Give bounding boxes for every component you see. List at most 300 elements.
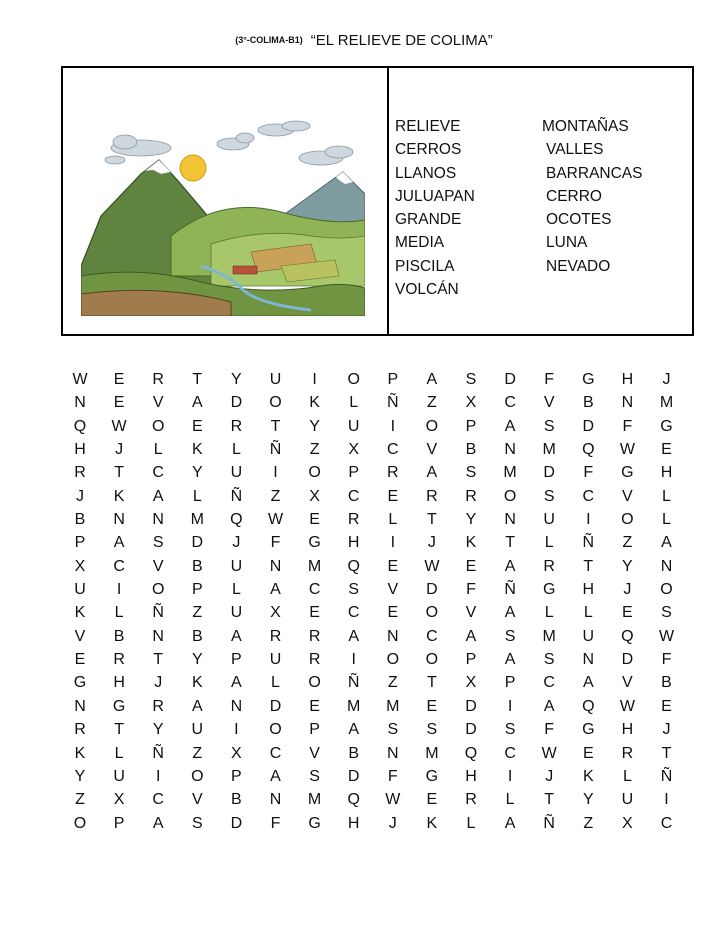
grid-letter[interactable]: D bbox=[543, 464, 555, 482]
grid-letter[interactable]: X bbox=[622, 814, 633, 832]
grid-letter[interactable]: A bbox=[270, 767, 281, 785]
grid-letter[interactable]: H bbox=[621, 721, 634, 739]
grid-letter[interactable]: U bbox=[543, 511, 555, 529]
grid-letter[interactable]: L bbox=[544, 534, 554, 552]
grid-letter[interactable]: P bbox=[465, 417, 477, 435]
grid-letter[interactable]: U bbox=[347, 417, 360, 435]
grid-letter[interactable]: N bbox=[660, 557, 673, 575]
grid-letter[interactable]: M bbox=[542, 627, 556, 645]
grid-letter[interactable]: Q bbox=[347, 791, 360, 809]
grid-letter[interactable]: D bbox=[504, 371, 516, 388]
grid-letter[interactable]: M bbox=[386, 697, 400, 715]
grid-letter[interactable]: M bbox=[190, 511, 204, 529]
grid-letter[interactable]: W bbox=[658, 627, 675, 645]
grid-letter[interactable]: M bbox=[307, 791, 322, 809]
grid-letter[interactable]: D bbox=[191, 534, 204, 552]
grid-letter[interactable]: O bbox=[660, 581, 673, 599]
grid-letter[interactable]: O bbox=[425, 651, 439, 669]
grid-letter[interactable]: Q bbox=[73, 417, 87, 435]
grid-letter[interactable]: A bbox=[504, 417, 516, 435]
grid-letter[interactable]: A bbox=[426, 371, 438, 388]
grid-letter[interactable]: Ñ bbox=[230, 487, 243, 505]
grid-letter[interactable]: I bbox=[507, 697, 513, 715]
grid-letter[interactable]: D bbox=[426, 581, 438, 599]
grid-letter[interactable]: A bbox=[152, 814, 164, 832]
grid-letter[interactable]: H bbox=[74, 441, 86, 459]
grid-letter[interactable]: R bbox=[543, 557, 555, 575]
grid-letter[interactable]: Z bbox=[309, 441, 320, 459]
grid-letter[interactable]: G bbox=[308, 534, 321, 552]
grid-letter[interactable]: N bbox=[113, 511, 125, 529]
grid-letter[interactable]: N bbox=[387, 744, 399, 762]
grid-letter[interactable]: Y bbox=[74, 767, 86, 785]
grid-letter[interactable]: O bbox=[269, 394, 282, 412]
grid-letter[interactable]: K bbox=[582, 767, 594, 785]
grid-letter[interactable]: E bbox=[113, 371, 125, 388]
grid-letter[interactable]: R bbox=[113, 651, 125, 669]
grid-letter[interactable]: P bbox=[387, 371, 399, 388]
grid-letter[interactable]: C bbox=[347, 487, 360, 505]
grid-letter[interactable]: S bbox=[504, 721, 516, 739]
grid-letter[interactable]: F bbox=[661, 651, 672, 669]
grid-letter[interactable]: R bbox=[426, 487, 438, 505]
grid-letter[interactable]: J bbox=[115, 441, 124, 459]
grid-letter[interactable]: T bbox=[505, 534, 515, 552]
grid-letter[interactable]: S bbox=[543, 651, 555, 669]
grid-letter[interactable]: D bbox=[230, 394, 243, 412]
grid-letter[interactable]: N bbox=[269, 557, 282, 575]
grid-letter[interactable]: V bbox=[387, 581, 399, 599]
grid-letter[interactable]: B bbox=[231, 791, 242, 809]
grid-letter[interactable]: B bbox=[582, 394, 594, 412]
grid-letter[interactable]: T bbox=[544, 791, 555, 809]
grid-letter[interactable]: N bbox=[152, 511, 164, 529]
grid-letter[interactable]: H bbox=[347, 814, 360, 832]
grid-letter[interactable]: V bbox=[309, 744, 320, 762]
grid-letter[interactable]: I bbox=[351, 651, 356, 669]
grid-letter[interactable]: L bbox=[349, 394, 359, 412]
grid-letter[interactable]: L bbox=[114, 604, 124, 622]
grid-letter[interactable]: P bbox=[309, 721, 320, 739]
grid-letter[interactable]: A bbox=[348, 627, 360, 645]
grid-letter[interactable]: K bbox=[113, 487, 125, 505]
grid-letter[interactable]: O bbox=[347, 371, 360, 388]
grid-letter[interactable]: J bbox=[76, 487, 84, 505]
grid-letter[interactable]: A bbox=[465, 627, 477, 645]
grid-letter[interactable]: A bbox=[504, 604, 516, 622]
grid-letter[interactable]: A bbox=[543, 697, 555, 715]
grid-letter[interactable]: R bbox=[152, 371, 164, 388]
grid-letter[interactable]: R bbox=[74, 464, 86, 482]
grid-letter[interactable]: K bbox=[191, 674, 203, 692]
grid-letter[interactable]: M bbox=[542, 441, 556, 459]
grid-letter[interactable]: U bbox=[113, 767, 125, 785]
grid-letter[interactable]: A bbox=[504, 814, 516, 832]
grid-letter[interactable]: L bbox=[114, 744, 124, 762]
grid-letter[interactable]: D bbox=[465, 721, 477, 739]
grid-letter[interactable]: R bbox=[387, 464, 399, 482]
grid-letter[interactable]: K bbox=[74, 744, 86, 762]
grid-letter[interactable]: T bbox=[270, 417, 281, 435]
grid-letter[interactable]: M bbox=[347, 697, 361, 715]
grid-letter[interactable]: T bbox=[661, 744, 672, 762]
grid-letter[interactable]: I bbox=[586, 511, 591, 529]
grid-letter[interactable]: U bbox=[191, 721, 204, 739]
grid-letter[interactable]: S bbox=[387, 721, 399, 739]
grid-letter[interactable]: K bbox=[426, 814, 438, 832]
grid-letter[interactable]: A bbox=[191, 697, 203, 715]
grid-letter[interactable]: X bbox=[309, 487, 320, 505]
grid-letter[interactable]: C bbox=[113, 557, 125, 575]
grid-letter[interactable]: P bbox=[113, 814, 125, 832]
grid-letter[interactable]: Z bbox=[622, 534, 633, 552]
grid-letter[interactable]: L bbox=[505, 791, 515, 809]
grid-letter[interactable]: O bbox=[386, 651, 400, 669]
grid-letter[interactable]: G bbox=[582, 371, 595, 388]
grid-letter[interactable]: F bbox=[270, 814, 281, 832]
grid-letter[interactable]: X bbox=[74, 557, 86, 575]
grid-letter[interactable]: L bbox=[153, 441, 163, 459]
grid-letter[interactable]: T bbox=[427, 674, 437, 692]
grid-letter[interactable]: S bbox=[504, 627, 516, 645]
grid-letter[interactable]: T bbox=[114, 721, 124, 739]
grid-letter[interactable]: R bbox=[621, 744, 634, 762]
grid-letter[interactable]: Z bbox=[192, 604, 203, 622]
grid-letter[interactable]: C bbox=[152, 791, 164, 809]
grid-letter[interactable]: U bbox=[582, 627, 595, 645]
grid-letter[interactable]: A bbox=[426, 464, 438, 482]
grid-letter[interactable]: X bbox=[231, 744, 242, 762]
grid-letter[interactable]: G bbox=[73, 674, 87, 692]
grid-letter[interactable]: M bbox=[503, 464, 517, 482]
grid-letter[interactable]: Y bbox=[191, 464, 203, 482]
grid-letter[interactable]: E bbox=[387, 487, 399, 505]
grid-letter[interactable]: I bbox=[507, 767, 513, 785]
grid-letter[interactable]: O bbox=[308, 674, 321, 692]
grid-letter[interactable]: L bbox=[622, 767, 632, 785]
grid-letter[interactable]: M bbox=[425, 744, 439, 762]
grid-letter[interactable]: X bbox=[348, 441, 360, 459]
grid-letter[interactable]: G bbox=[112, 697, 126, 715]
grid-letter[interactable]: L bbox=[466, 814, 476, 832]
grid-letter[interactable]: I bbox=[390, 534, 396, 552]
grid-letter[interactable]: L bbox=[192, 487, 202, 505]
grid-letter[interactable]: W bbox=[541, 744, 557, 762]
grid-letter[interactable]: T bbox=[583, 557, 594, 575]
grid-letter[interactable]: S bbox=[191, 814, 203, 832]
grid-letter[interactable]: H bbox=[113, 674, 125, 692]
grid-letter[interactable]: I bbox=[155, 767, 161, 785]
grid-letter[interactable]: L bbox=[231, 581, 241, 599]
grid-letter[interactable]: S bbox=[152, 534, 164, 552]
grid-letter[interactable]: O bbox=[151, 581, 165, 599]
grid-letter[interactable]: G bbox=[621, 464, 634, 482]
grid-letter[interactable]: A bbox=[231, 674, 242, 692]
grid-letter[interactable]: I bbox=[664, 791, 669, 809]
grid-letter[interactable]: T bbox=[114, 464, 124, 482]
grid-letter[interactable]: O bbox=[73, 814, 87, 832]
grid-letter[interactable]: D bbox=[230, 814, 243, 832]
grid-letter[interactable]: Ñ bbox=[347, 674, 360, 692]
grid-letter[interactable]: Q bbox=[582, 697, 595, 715]
grid-letter[interactable]: D bbox=[347, 767, 360, 785]
grid-letter[interactable]: Z bbox=[583, 814, 594, 832]
grid-letter[interactable]: Z bbox=[427, 394, 437, 412]
grid-letter[interactable]: A bbox=[582, 674, 594, 692]
grid-letter[interactable]: A bbox=[113, 534, 125, 552]
grid-letter[interactable]: E bbox=[661, 441, 672, 459]
grid-letter[interactable]: E bbox=[309, 604, 320, 622]
grid-letter[interactable]: F bbox=[544, 721, 555, 739]
grid-letter[interactable]: D bbox=[582, 417, 595, 435]
grid-letter[interactable]: C bbox=[582, 487, 595, 505]
grid-letter[interactable]: R bbox=[269, 627, 282, 645]
grid-letter[interactable]: G bbox=[582, 721, 595, 739]
grid-letter[interactable]: L bbox=[544, 604, 554, 622]
grid-letter[interactable]: T bbox=[153, 651, 164, 669]
grid-letter[interactable]: Q bbox=[582, 441, 595, 459]
grid-letter[interactable]: E bbox=[622, 604, 633, 622]
grid-letter[interactable]: U bbox=[74, 581, 86, 599]
grid-letter[interactable]: F bbox=[466, 581, 476, 599]
grid-letter[interactable]: Y bbox=[465, 511, 477, 529]
grid-letter[interactable]: J bbox=[545, 767, 554, 785]
grid-letter[interactable]: R bbox=[347, 511, 360, 529]
grid-letter[interactable]: R bbox=[74, 721, 86, 739]
grid-letter[interactable]: K bbox=[74, 604, 86, 622]
grid-letter[interactable]: O bbox=[308, 464, 321, 482]
grid-letter[interactable]: W bbox=[267, 511, 284, 529]
grid-letter[interactable]: S bbox=[309, 767, 320, 785]
grid-letter[interactable]: Y bbox=[191, 651, 203, 669]
grid-letter[interactable]: C bbox=[543, 674, 555, 692]
grid-letter[interactable]: L bbox=[231, 441, 241, 459]
grid-letter[interactable]: H bbox=[621, 371, 634, 388]
grid-letter[interactable]: Y bbox=[622, 557, 633, 575]
grid-letter[interactable]: J bbox=[662, 721, 671, 739]
grid-letter[interactable]: Z bbox=[75, 791, 85, 809]
grid-letter[interactable]: S bbox=[348, 581, 360, 599]
grid-letter[interactable]: C bbox=[426, 627, 438, 645]
grid-letter[interactable]: R bbox=[230, 417, 243, 435]
grid-letter[interactable]: L bbox=[583, 604, 593, 622]
grid-letter[interactable]: V bbox=[152, 394, 164, 412]
grid-letter[interactable]: X bbox=[465, 674, 477, 692]
grid-letter[interactable]: P bbox=[231, 651, 242, 669]
grid-letter[interactable]: A bbox=[270, 581, 281, 599]
grid-letter[interactable]: D bbox=[269, 697, 282, 715]
grid-letter[interactable]: I bbox=[273, 464, 278, 482]
grid-letter[interactable]: C bbox=[660, 814, 673, 832]
grid-letter[interactable]: Ñ bbox=[152, 604, 164, 622]
grid-letter[interactable]: O bbox=[621, 511, 634, 529]
grid-letter[interactable]: U bbox=[269, 371, 282, 388]
grid-letter[interactable]: E bbox=[465, 557, 477, 575]
grid-letter[interactable]: J bbox=[662, 371, 671, 388]
grid-letter[interactable]: N bbox=[504, 511, 516, 529]
grid-letter[interactable]: E bbox=[387, 557, 399, 575]
grid-letter[interactable]: X bbox=[113, 791, 125, 809]
grid-letter[interactable]: V bbox=[152, 557, 164, 575]
grid-letter[interactable]: O bbox=[269, 721, 282, 739]
grid-letter[interactable]: M bbox=[307, 557, 322, 575]
grid-letter[interactable]: Y bbox=[309, 417, 320, 435]
grid-letter[interactable]: F bbox=[387, 767, 398, 785]
grid-letter[interactable]: V bbox=[426, 441, 438, 459]
grid-letter[interactable]: E bbox=[113, 394, 125, 412]
grid-letter[interactable]: K bbox=[465, 534, 477, 552]
grid-letter[interactable]: U bbox=[230, 557, 243, 575]
grid-letter[interactable]: V bbox=[74, 627, 86, 645]
grid-letter[interactable]: H bbox=[465, 767, 477, 785]
grid-letter[interactable]: D bbox=[465, 697, 477, 715]
grid-letter[interactable]: N bbox=[269, 791, 282, 809]
grid-letter[interactable]: W bbox=[72, 371, 88, 388]
grid-letter[interactable]: Ñ bbox=[152, 744, 164, 762]
grid-letter[interactable]: V bbox=[622, 674, 633, 692]
grid-letter[interactable]: A bbox=[504, 651, 516, 669]
grid-letter[interactable]: E bbox=[387, 604, 399, 622]
grid-letter[interactable]: S bbox=[543, 417, 555, 435]
grid-letter[interactable]: T bbox=[427, 511, 437, 529]
grid-letter[interactable]: E bbox=[426, 791, 438, 809]
grid-letter[interactable]: E bbox=[582, 744, 594, 762]
grid-letter[interactable]: Y bbox=[231, 371, 242, 388]
grid-letter[interactable]: C bbox=[387, 441, 399, 459]
grid-letter[interactable]: C bbox=[504, 744, 516, 762]
grid-letter[interactable]: Ñ bbox=[269, 441, 282, 459]
grid-letter[interactable]: X bbox=[465, 394, 477, 412]
grid-letter[interactable]: U bbox=[621, 791, 634, 809]
grid-letter[interactable]: B bbox=[191, 627, 203, 645]
grid-letter[interactable]: X bbox=[270, 604, 281, 622]
grid-letter[interactable]: H bbox=[347, 534, 360, 552]
grid-letter[interactable]: O bbox=[151, 417, 165, 435]
grid-letter[interactable]: V bbox=[622, 487, 633, 505]
grid-letter[interactable]: L bbox=[271, 674, 280, 692]
grid-letter[interactable]: Q bbox=[347, 557, 360, 575]
grid-letter[interactable]: Z bbox=[270, 487, 281, 505]
grid-letter[interactable]: N bbox=[152, 627, 164, 645]
grid-letter[interactable]: J bbox=[427, 534, 436, 552]
grid-letter[interactable]: I bbox=[234, 721, 239, 739]
grid-letter[interactable]: E bbox=[426, 697, 438, 715]
grid-letter[interactable]: C bbox=[152, 464, 164, 482]
grid-letter[interactable]: U bbox=[230, 604, 243, 622]
grid-letter[interactable]: C bbox=[504, 394, 516, 412]
grid-letter[interactable]: O bbox=[425, 417, 439, 435]
grid-letter[interactable]: G bbox=[542, 581, 556, 599]
grid-letter[interactable]: J bbox=[388, 814, 397, 832]
grid-letter[interactable]: O bbox=[425, 604, 439, 622]
grid-letter[interactable]: P bbox=[231, 767, 242, 785]
grid-letter[interactable]: I bbox=[116, 581, 122, 599]
grid-letter[interactable]: N bbox=[504, 441, 516, 459]
grid-letter[interactable]: H bbox=[660, 464, 673, 482]
grid-letter[interactable]: W bbox=[619, 697, 635, 715]
grid-letter[interactable]: U bbox=[269, 651, 282, 669]
grid-letter[interactable]: Ñ bbox=[660, 767, 673, 785]
grid-letter[interactable]: Z bbox=[192, 744, 203, 762]
grid-letter[interactable]: T bbox=[192, 371, 203, 388]
grid-letter[interactable]: N bbox=[74, 394, 86, 412]
grid-letter[interactable]: N bbox=[74, 697, 86, 715]
grid-letter[interactable]: D bbox=[621, 651, 634, 669]
grid-letter[interactable]: S bbox=[426, 721, 438, 739]
grid-letter[interactable]: E bbox=[309, 511, 320, 529]
grid-letter[interactable]: M bbox=[659, 394, 674, 412]
grid-letter[interactable]: P bbox=[465, 651, 477, 669]
grid-letter[interactable]: Q bbox=[230, 511, 243, 529]
grid-letter[interactable]: E bbox=[309, 697, 320, 715]
grid-letter[interactable]: O bbox=[503, 487, 517, 505]
grid-letter[interactable]: B bbox=[74, 511, 86, 529]
grid-letter[interactable]: B bbox=[661, 674, 672, 692]
grid-letter[interactable]: B bbox=[465, 441, 477, 459]
grid-letter[interactable]: F bbox=[544, 371, 555, 388]
grid-letter[interactable]: F bbox=[622, 417, 633, 435]
grid-letter[interactable]: A bbox=[231, 627, 242, 645]
grid-letter[interactable]: N bbox=[230, 697, 243, 715]
grid-letter[interactable]: C bbox=[308, 581, 321, 599]
grid-letter[interactable]: C bbox=[347, 604, 360, 622]
grid-letter[interactable]: G bbox=[425, 767, 439, 785]
grid-letter[interactable]: B bbox=[113, 627, 125, 645]
grid-letter[interactable]: N bbox=[582, 651, 595, 669]
grid-letter[interactable]: W bbox=[385, 791, 401, 809]
grid-letter[interactable]: G bbox=[660, 417, 673, 435]
grid-letter[interactable]: W bbox=[619, 441, 635, 459]
grid-letter[interactable]: R bbox=[308, 651, 321, 669]
grid-letter[interactable]: Ñ bbox=[582, 534, 595, 552]
grid-letter[interactable]: A bbox=[504, 557, 516, 575]
grid-letter[interactable]: F bbox=[583, 464, 594, 482]
grid-letter[interactable]: A bbox=[661, 534, 672, 552]
grid-letter[interactable]: A bbox=[152, 487, 164, 505]
grid-letter[interactable]: Ñ bbox=[543, 814, 555, 832]
grid-letter[interactable]: S bbox=[465, 371, 477, 388]
grid-letter[interactable]: J bbox=[154, 674, 163, 692]
grid-letter[interactable]: B bbox=[191, 557, 203, 575]
grid-letter[interactable]: Y bbox=[152, 721, 164, 739]
grid-letter[interactable]: Q bbox=[621, 627, 634, 645]
grid-letter[interactable]: R bbox=[308, 627, 321, 645]
grid-letter[interactable]: E bbox=[191, 417, 203, 435]
grid-letter[interactable]: S bbox=[465, 464, 477, 482]
grid-letter[interactable]: R bbox=[152, 697, 164, 715]
grid-letter[interactable]: R bbox=[465, 791, 477, 809]
grid-letter[interactable]: P bbox=[191, 581, 203, 599]
grid-letter[interactable]: A bbox=[348, 721, 360, 739]
grid-letter[interactable]: W bbox=[111, 417, 127, 435]
grid-letter[interactable]: P bbox=[348, 464, 360, 482]
grid-letter[interactable]: J bbox=[232, 534, 241, 552]
grid-letter[interactable]: S bbox=[661, 604, 672, 622]
grid-letter[interactable]: P bbox=[74, 534, 86, 552]
grid-letter[interactable]: E bbox=[74, 651, 86, 669]
grid-letter[interactable]: P bbox=[504, 674, 516, 692]
grid-letter[interactable]: Ñ bbox=[387, 394, 399, 412]
grid-letter[interactable]: W bbox=[424, 557, 440, 575]
grid-letter[interactable]: I bbox=[312, 371, 317, 388]
grid-letter[interactable]: A bbox=[191, 394, 203, 412]
grid-letter[interactable]: O bbox=[191, 767, 204, 785]
grid-letter[interactable]: V bbox=[191, 791, 203, 809]
grid-letter[interactable]: L bbox=[662, 487, 671, 505]
grid-letter[interactable]: V bbox=[465, 604, 477, 622]
grid-letter[interactable]: U bbox=[230, 464, 243, 482]
grid-letter[interactable]: N bbox=[621, 394, 634, 412]
